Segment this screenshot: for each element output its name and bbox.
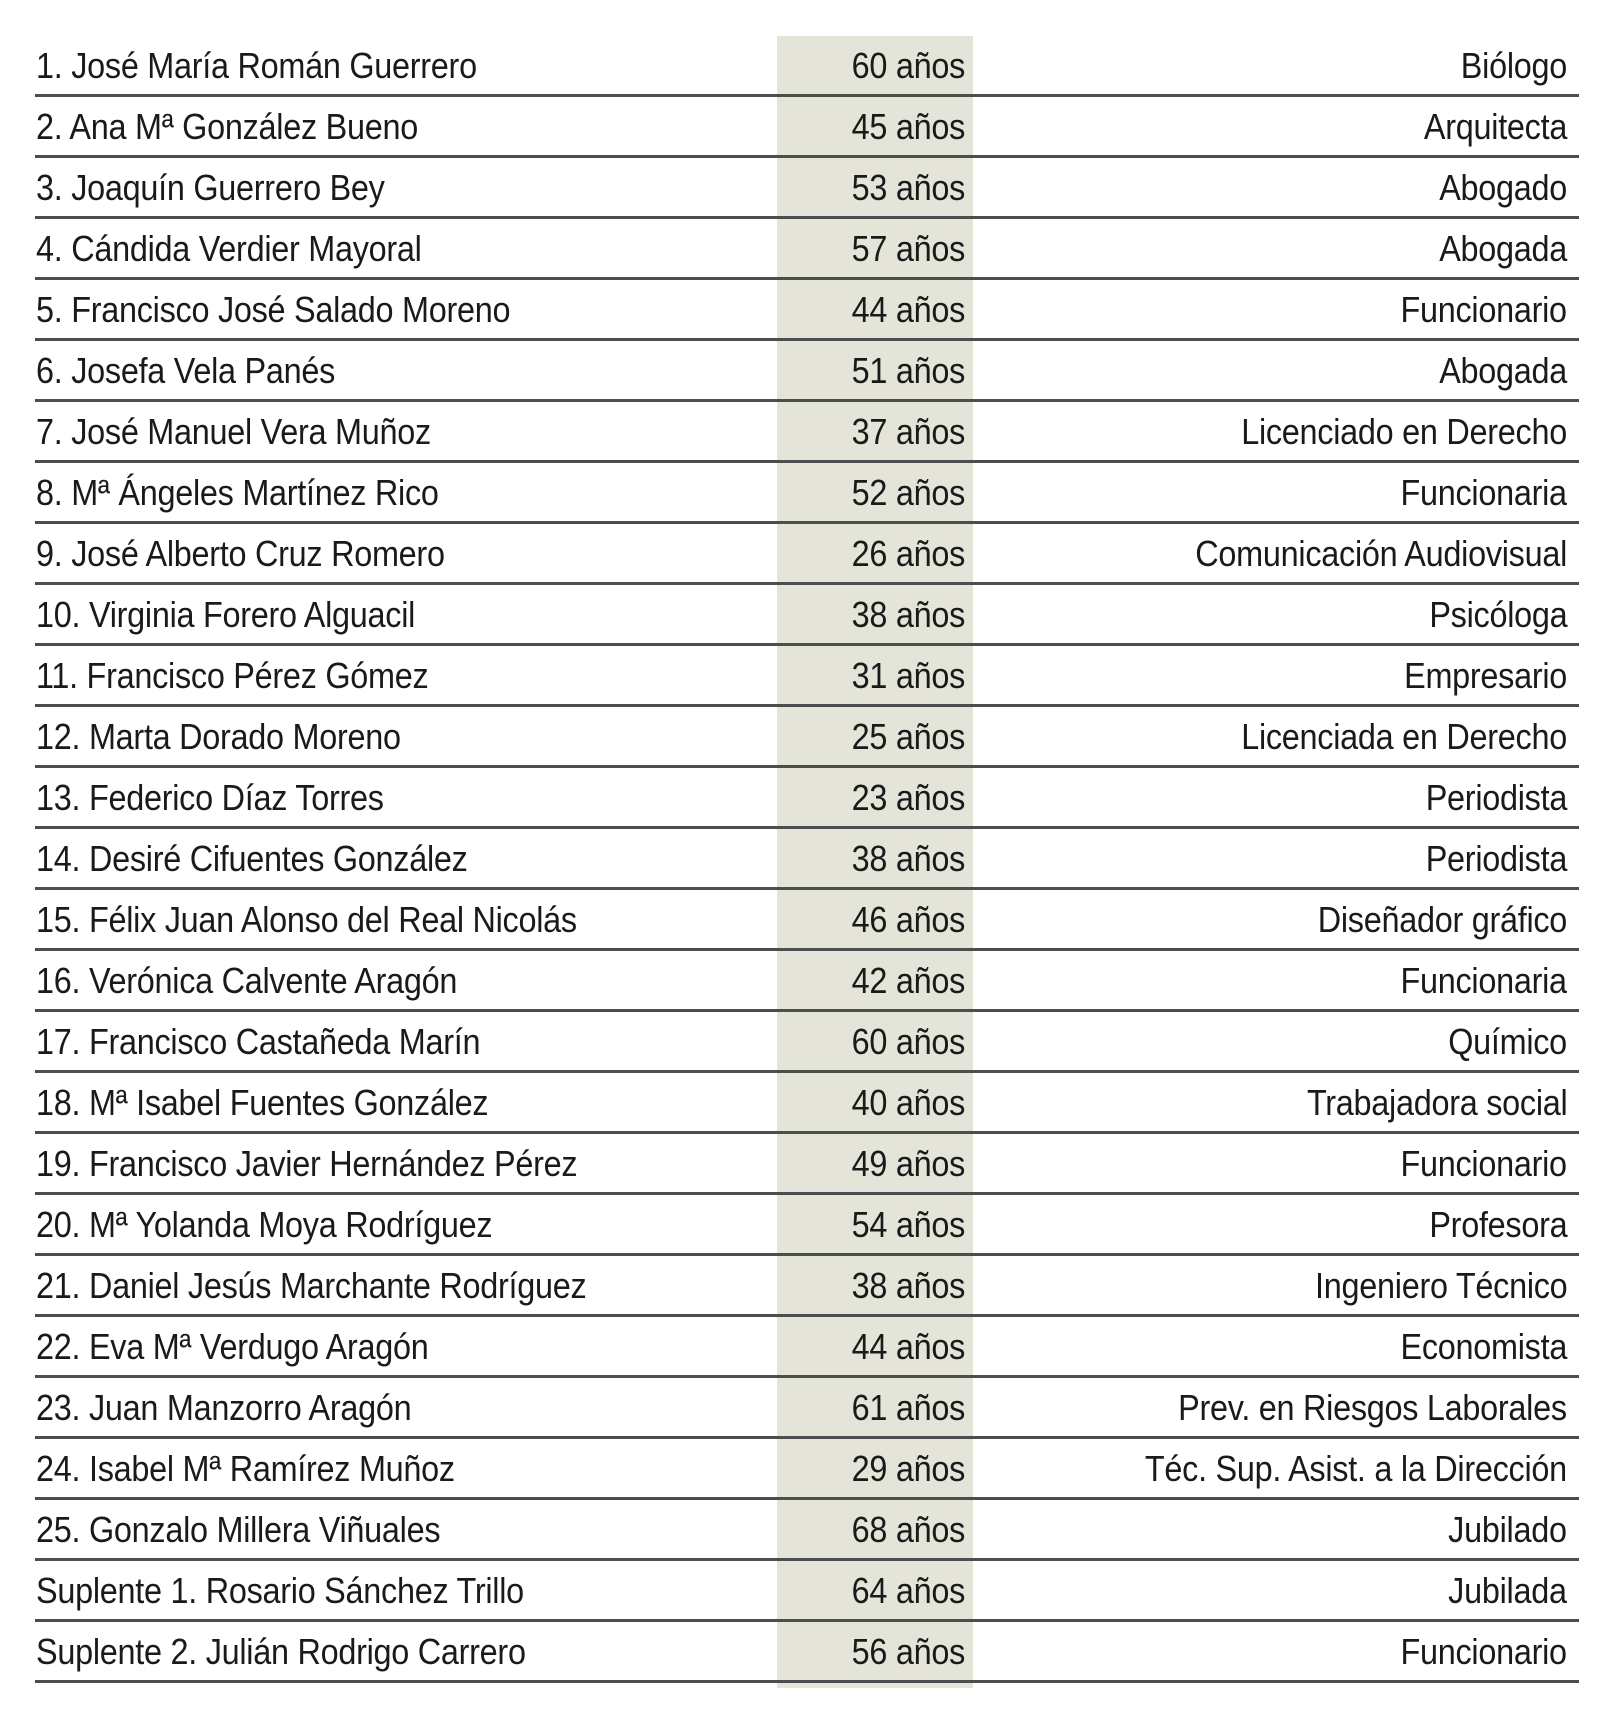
candidate-age-text: 60 años <box>851 45 965 86</box>
candidate-profession-text: Licenciado en Derecho <box>1241 411 1567 452</box>
candidate-profession-text: Periodista <box>1425 838 1567 879</box>
table-row <box>35 1378 1579 1439</box>
candidate-profession-text: Trabajadora social <box>1306 1082 1567 1123</box>
candidate-profession-text: Abogada <box>1439 350 1567 391</box>
candidate-age-text: 60 años <box>851 1021 965 1062</box>
table-row <box>35 585 1579 646</box>
table-row <box>35 1317 1579 1378</box>
candidate-age-text: 37 años <box>851 411 965 452</box>
candidate-name <box>36 1317 472 1375</box>
candidate-name <box>36 585 457 643</box>
candidate-profession <box>1414 1195 1567 1253</box>
candidate-age <box>777 1378 965 1436</box>
table-row <box>35 1500 1579 1561</box>
candidate-age <box>777 829 965 887</box>
candidate-name <box>36 1500 485 1558</box>
candidate-age <box>777 646 965 704</box>
candidate-name <box>36 707 441 765</box>
candidate-profession <box>1382 280 1567 338</box>
candidate-profession-text: Abogado <box>1439 167 1567 208</box>
candidate-name <box>36 158 423 216</box>
candidate-profession-text: Economista <box>1400 1326 1567 1367</box>
candidate-profession <box>1408 97 1567 155</box>
candidate-name-text: 15. Félix Juan Alonso del Real Nicolás <box>36 899 577 940</box>
candidate-age <box>777 158 965 216</box>
candidate-name-text: 3. Joaquín Guerrero Bey <box>36 167 385 208</box>
candidate-profession <box>1098 1439 1567 1497</box>
candidate-list-table <box>35 36 1579 1683</box>
candidate-profession-text: Abogada <box>1439 228 1567 269</box>
candidate-profession-text: Jubilada <box>1448 1570 1567 1611</box>
candidate-name <box>36 1256 648 1314</box>
candidate-profession <box>1410 829 1567 887</box>
candidate-age-text: 68 años <box>851 1509 965 1550</box>
candidate-profession-text: Profesora <box>1428 1204 1567 1245</box>
candidate-name <box>36 97 460 155</box>
candidate-profession <box>1382 1622 1567 1680</box>
candidate-age <box>777 219 965 277</box>
candidate-age-text: 44 años <box>851 289 965 330</box>
candidate-age <box>777 1134 965 1192</box>
candidate-name <box>36 1012 530 1070</box>
candidate-age <box>777 524 965 582</box>
table-body <box>35 36 1579 1683</box>
candidate-age <box>777 1195 965 1253</box>
table-row <box>35 951 1579 1012</box>
candidate-age-text: 64 años <box>851 1570 965 1611</box>
table-row <box>35 158 1579 219</box>
candidate-profession <box>1435 1500 1567 1558</box>
candidate-name-text: 18. Mª Isabel Fuentes González <box>36 1082 489 1123</box>
candidate-name-text: 12. Marta Dorado Moreno <box>36 716 401 757</box>
table-row <box>35 1439 1579 1500</box>
candidate-profession <box>1414 585 1567 643</box>
candidate-age <box>777 402 965 460</box>
table-row <box>35 97 1579 158</box>
candidate-profession <box>1382 951 1567 1009</box>
candidate-name-text: 16. Verónica Calvente Aragón <box>36 960 458 1001</box>
candidate-name-text: 19. Francisco Javier Hernández Pérez <box>36 1143 578 1184</box>
candidate-name <box>36 1378 453 1436</box>
candidate-name-text: 7. José Manuel Vera Muñoz <box>36 411 431 452</box>
candidate-name-text: 10. Virginia Forero Alguacil <box>36 594 416 635</box>
candidate-profession-text: Empresario <box>1404 655 1567 696</box>
candidate-name-text: 5. Francisco José Salado Moreno <box>36 289 511 330</box>
candidate-profession-text: Funcionaria <box>1400 472 1567 513</box>
candidate-age <box>777 1561 965 1619</box>
candidate-age <box>777 585 965 643</box>
candidate-name <box>36 402 475 460</box>
candidate-age-text: 26 años <box>851 533 965 574</box>
candidate-age <box>777 1073 965 1131</box>
candidate-profession-text: Ingeniero Técnico <box>1314 1265 1567 1306</box>
candidate-name <box>36 890 637 948</box>
candidate-name-text: 22. Eva Mª Verdugo Aragón <box>36 1326 429 1367</box>
candidate-age-text: 31 años <box>851 655 965 696</box>
candidate-profession-text: Arquitecta <box>1423 106 1567 147</box>
candidate-age <box>777 1500 965 1558</box>
candidate-profession-text: Téc. Sup. Asist. a la Dirección <box>1144 1448 1567 1489</box>
candidate-age <box>777 463 965 521</box>
candidate-profession <box>1287 1256 1567 1314</box>
candidate-name <box>36 280 563 338</box>
candidate-age-text: 40 años <box>851 1082 965 1123</box>
candidate-age <box>777 707 965 765</box>
candidate-profession <box>1386 646 1567 704</box>
table-row <box>35 219 1579 280</box>
candidate-name-text: 11. Francisco Pérez Gómez <box>36 655 429 696</box>
candidate-age <box>777 36 965 94</box>
candidate-age-text: 38 años <box>851 838 965 879</box>
candidate-name <box>36 1622 580 1680</box>
candidate-profession <box>1425 219 1567 277</box>
candidate-name-text: 9. José Alberto Cruz Romero <box>36 533 445 574</box>
candidate-name-text: Suplente 1. Rosario Sánchez Trillo <box>36 1570 524 1611</box>
candidate-profession <box>1290 890 1567 948</box>
table-row <box>35 829 1579 890</box>
candidate-profession-text: Licenciada en Derecho <box>1241 716 1567 757</box>
candidate-profession <box>1449 36 1567 94</box>
candidate-name <box>36 951 504 1009</box>
candidate-profession-text: Biólogo <box>1460 45 1567 86</box>
candidate-profession-text: Psicóloga <box>1428 594 1567 635</box>
table-row <box>35 341 1579 402</box>
candidate-age <box>777 1256 965 1314</box>
candidate-name-text: 2. Ana Mª González Bueno <box>36 106 418 147</box>
candidate-profession <box>1135 1378 1567 1436</box>
candidate-age-text: 44 años <box>851 1326 965 1367</box>
candidate-profession <box>1205 402 1567 460</box>
candidate-age <box>777 768 965 826</box>
table-row <box>35 524 1579 585</box>
candidate-profession <box>1425 158 1567 216</box>
candidate-age <box>777 1317 965 1375</box>
candidate-name-text: 17. Francisco Castañeda Marín <box>36 1021 481 1062</box>
candidate-name-text: 6. Josefa Vela Panés <box>36 350 336 391</box>
candidate-name-text: Suplente 2. Julián Rodrigo Carrero <box>36 1631 526 1672</box>
candidate-age-text: 45 años <box>851 106 965 147</box>
candidate-name-text: 8. Mª Ángeles Martínez Rico <box>36 472 439 513</box>
candidate-age <box>777 341 965 399</box>
candidate-name <box>36 341 368 399</box>
candidate-name <box>36 1561 578 1619</box>
candidate-name <box>36 1439 501 1497</box>
candidate-age-text: 49 años <box>851 1143 965 1184</box>
candidate-profession-text: Comunicación Audiovisual <box>1195 533 1567 574</box>
candidate-profession <box>1410 768 1567 826</box>
candidate-age-text: 42 años <box>851 960 965 1001</box>
candidate-age-text: 23 años <box>851 777 965 818</box>
candidate-profession <box>1435 1561 1567 1619</box>
table-row <box>35 1561 1579 1622</box>
candidate-profession <box>1435 1012 1567 1070</box>
candidate-name <box>36 524 490 582</box>
candidate-profession-text: Funcionario <box>1400 289 1567 330</box>
candidate-profession <box>1278 1073 1567 1131</box>
candidate-profession-text: Periodista <box>1425 777 1567 818</box>
candidate-age-text: 57 años <box>851 228 965 269</box>
table-row <box>35 402 1579 463</box>
candidate-profession <box>1382 463 1567 521</box>
table-row <box>35 1012 1579 1073</box>
candidate-age <box>777 97 965 155</box>
candidate-name <box>36 768 422 826</box>
candidate-name <box>36 1134 637 1192</box>
candidate-age <box>777 951 965 1009</box>
candidate-name-text: 24. Isabel Mª Ramírez Muñoz <box>36 1448 455 1489</box>
candidate-name <box>36 646 472 704</box>
candidate-name-text: 20. Mª Yolanda Moya Rodríguez <box>36 1204 493 1245</box>
candidate-age-text: 38 años <box>851 1265 965 1306</box>
candidate-profession-text: Jubilado <box>1448 1509 1567 1550</box>
candidate-name-text: 13. Federico Díaz Torres <box>36 777 384 818</box>
table-row <box>35 280 1579 341</box>
candidate-age-text: 46 años <box>851 899 965 940</box>
candidate-age <box>777 890 965 948</box>
table-row <box>35 1622 1579 1683</box>
candidate-age-text: 56 años <box>851 1631 965 1672</box>
candidate-profession-text: Funcionaria <box>1400 960 1567 1001</box>
candidate-name <box>36 36 526 94</box>
candidate-name <box>36 1195 543 1253</box>
candidate-profession-text: Químico <box>1448 1021 1567 1062</box>
table-row <box>35 36 1579 97</box>
candidate-age-text: 52 años <box>851 472 965 513</box>
candidate-age <box>777 1439 965 1497</box>
candidate-profession <box>1205 707 1567 765</box>
candidate-name <box>36 829 516 887</box>
candidate-name <box>36 219 464 277</box>
table-row <box>35 1195 1579 1256</box>
candidate-name-text: 23. Juan Manzorro Aragón <box>36 1387 412 1428</box>
candidate-age <box>777 1012 965 1070</box>
candidate-profession <box>1154 524 1567 582</box>
candidate-age <box>777 1622 965 1680</box>
table-row <box>35 463 1579 524</box>
candidate-profession-text: Prev. en Riesgos Laborales <box>1178 1387 1567 1428</box>
candidate-age-text: 51 años <box>851 350 965 391</box>
candidate-name-text: 4. Cándida Verdier Mayoral <box>36 228 422 269</box>
table-row <box>35 890 1579 951</box>
candidate-profession-text: Funcionario <box>1400 1631 1567 1672</box>
table-row <box>35 1134 1579 1195</box>
candidate-profession <box>1382 1317 1567 1375</box>
table-row <box>35 646 1579 707</box>
candidate-age-text: 29 años <box>851 1448 965 1489</box>
table-row <box>35 768 1579 829</box>
candidate-profession <box>1425 341 1567 399</box>
candidate-age-text: 61 años <box>851 1387 965 1428</box>
candidate-name <box>36 1073 539 1131</box>
table-row <box>35 707 1579 768</box>
candidate-name-text: 25. Gonzalo Millera Viñuales <box>36 1509 441 1550</box>
candidate-name-text: 14. Desiré Cifuentes González <box>36 838 468 879</box>
candidate-name-text: 21. Daniel Jesús Marchante Rodríguez <box>36 1265 587 1306</box>
candidate-profession <box>1382 1134 1567 1192</box>
candidate-age-text: 54 años <box>851 1204 965 1245</box>
candidate-name-text: 1. José María Román Guerrero <box>36 45 477 86</box>
candidate-profession-text: Diseñador gráfico <box>1317 899 1567 940</box>
candidate-age-text: 53 años <box>851 167 965 208</box>
table-row <box>35 1256 1579 1317</box>
candidate-profession-text: Funcionario <box>1400 1143 1567 1184</box>
candidate-name <box>36 463 483 521</box>
candidate-age-text: 25 años <box>851 716 965 757</box>
candidate-age <box>777 280 965 338</box>
candidate-age-text: 38 años <box>851 594 965 635</box>
table-row <box>35 1073 1579 1134</box>
